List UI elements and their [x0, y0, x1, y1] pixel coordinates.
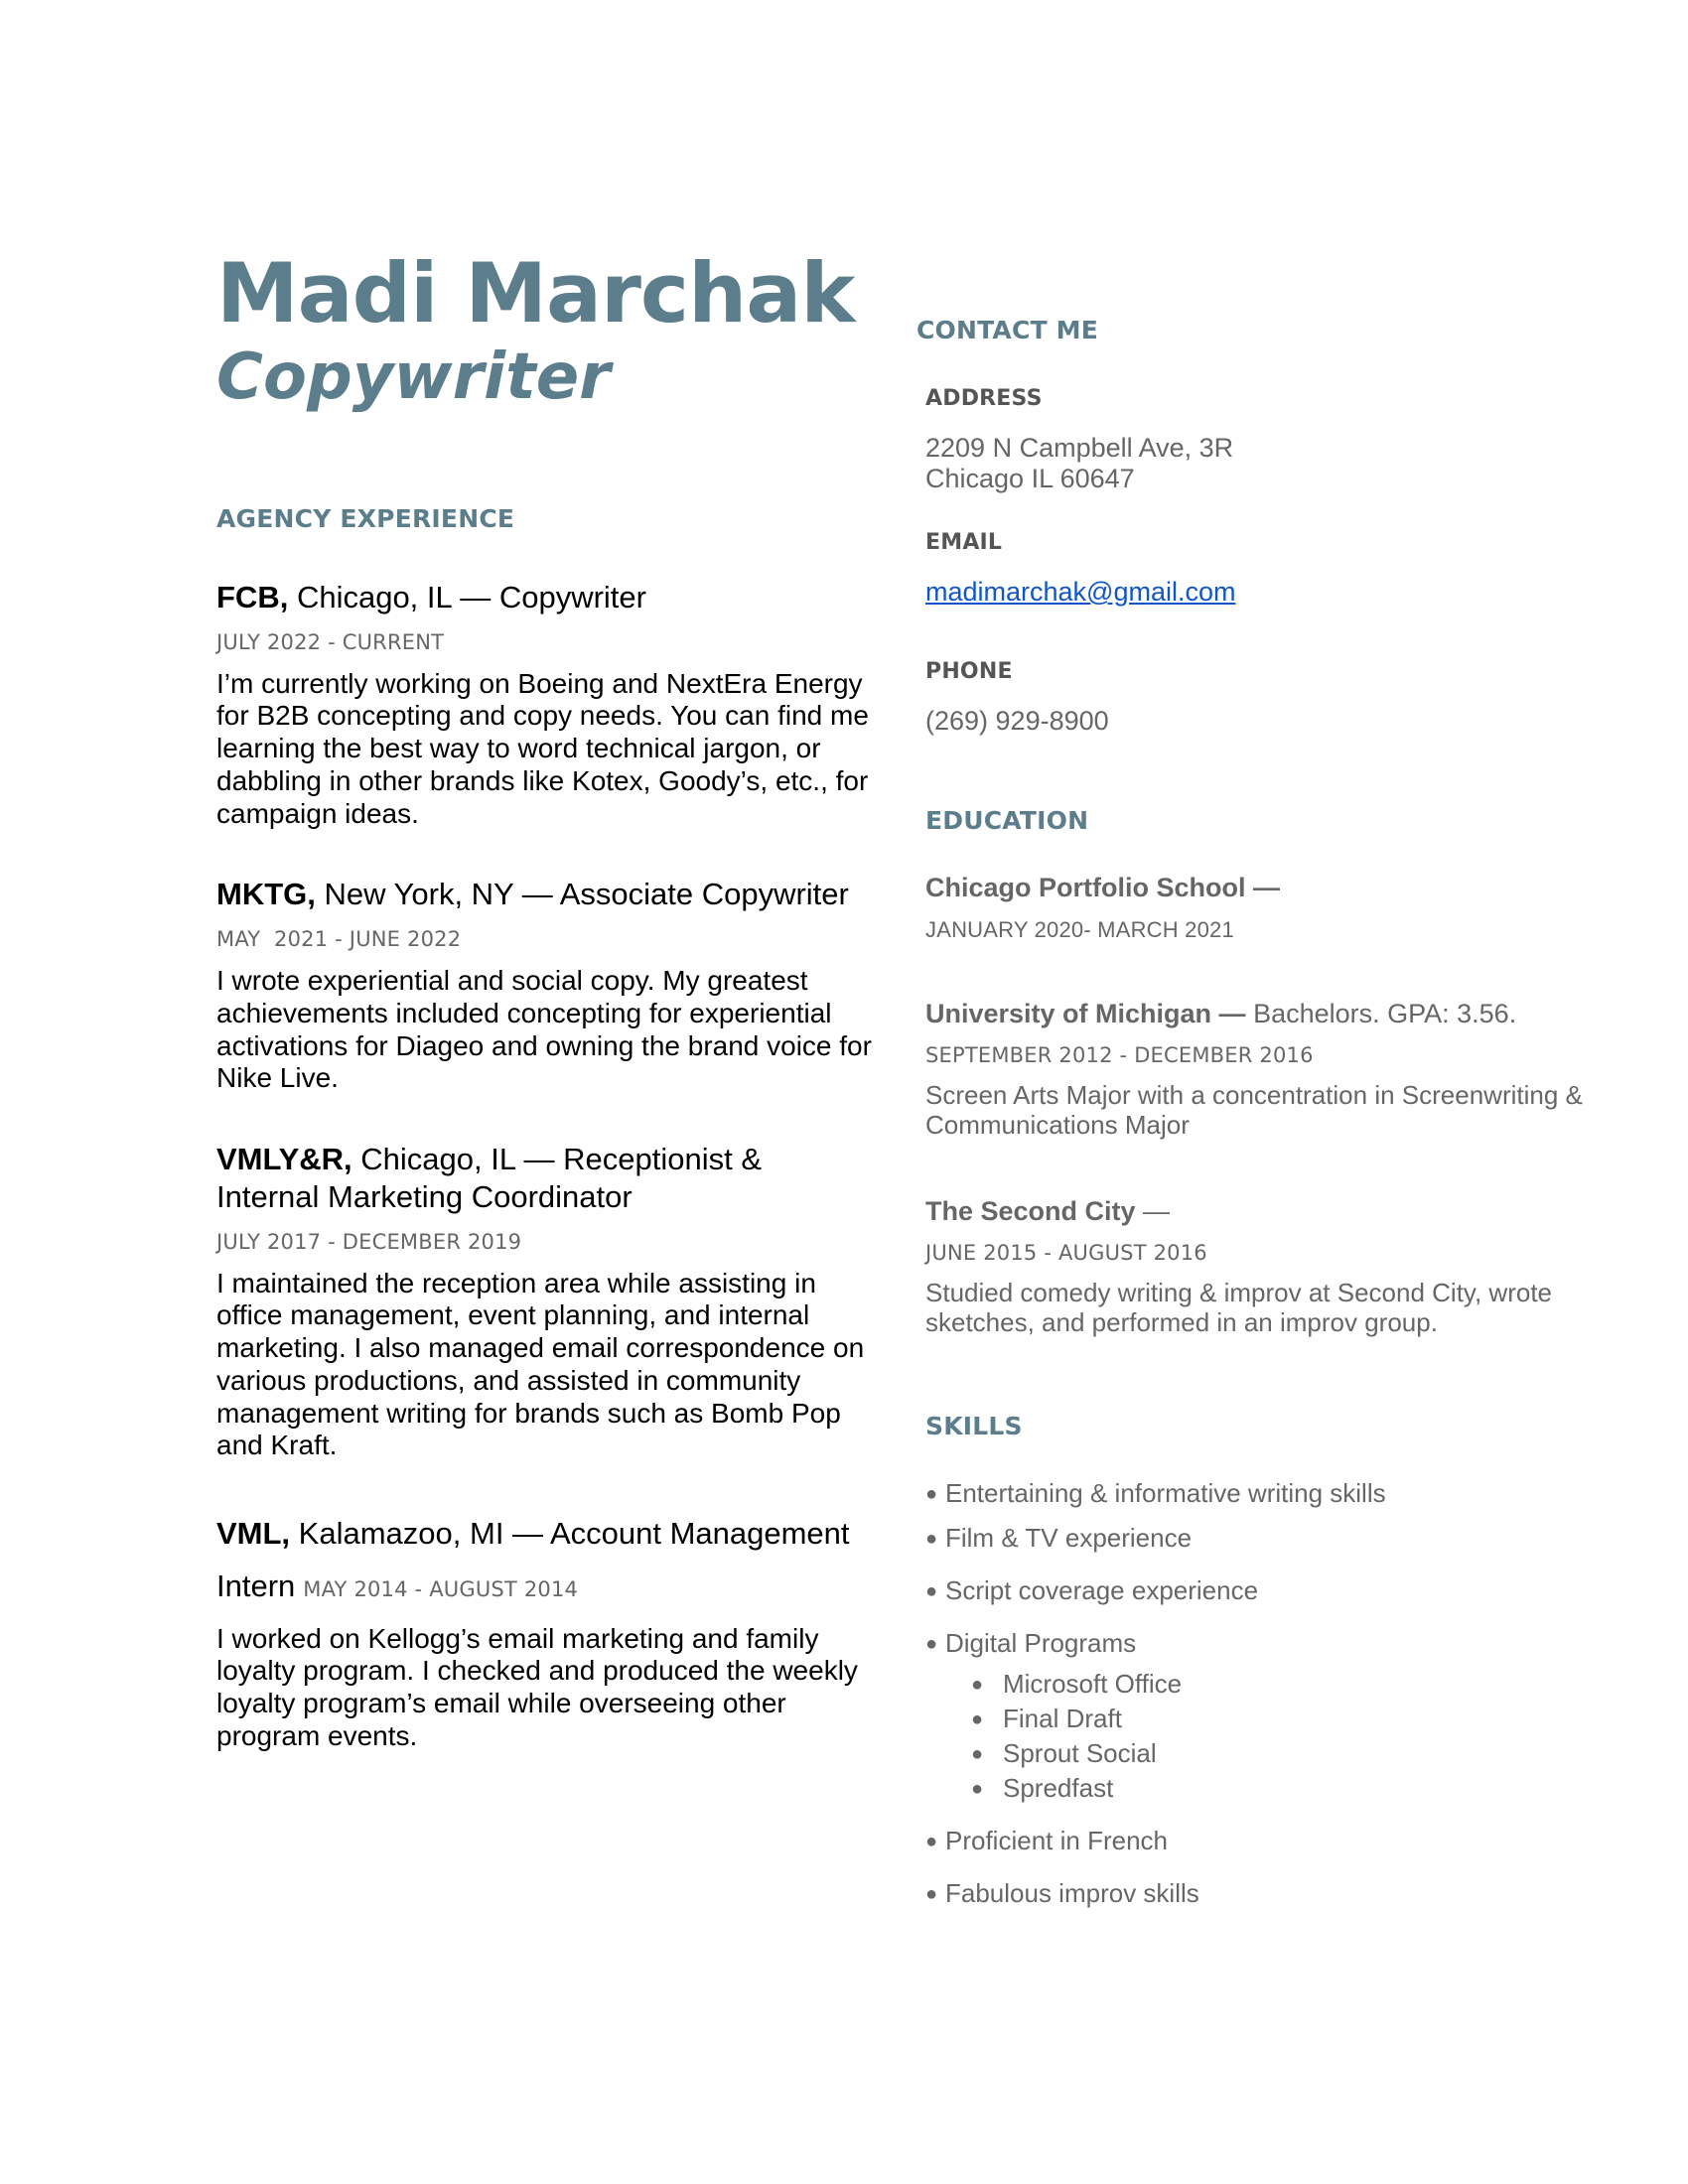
job-description: I maintained the reception area while assisting in office management, event planning, and internal marketing. I also managed email correspondence on various productions, and assisted in community management writing for brands such as Bomb Pop and Kraft.	[216, 1267, 865, 1461]
contact-title: CONTACT ME	[916, 316, 1099, 344]
subskill-label: Final Draft	[1003, 1703, 1122, 1733]
email-value	[925, 577, 1601, 608]
bullet-icon: ●	[925, 1882, 938, 1905]
education-date: JUNE 2015 - AUGUST 2016	[925, 1240, 1207, 1265]
job-heading	[216, 1141, 872, 1216]
job-heading	[216, 876, 872, 913]
skill-item	[925, 1826, 1601, 1856]
school-name: University of Michigan —	[925, 999, 1246, 1029]
job-org: FCB,	[216, 579, 289, 614]
bullet-icon: ●	[925, 1482, 938, 1505]
skill-label: Film & TV experience	[945, 1522, 1193, 1553]
subskill-item	[925, 1669, 1601, 1700]
bullet-icon: ●	[971, 1742, 984, 1765]
job-entry-mktg	[216, 876, 872, 1095]
school-name: The Second City	[925, 1195, 1136, 1226]
job-entry-vmlyr	[216, 1141, 872, 1462]
skills-list	[925, 1478, 1601, 1909]
bullet-icon: ●	[925, 1830, 938, 1852]
education-school	[925, 1196, 1601, 1227]
skill-label: Digital Programs	[945, 1627, 1137, 1658]
job-heading	[216, 1508, 872, 1612]
bullet-icon: ●	[925, 1579, 938, 1602]
education-item-umich	[925, 999, 1601, 1141]
education-school	[925, 873, 1601, 903]
job-org: MKTG,	[216, 877, 316, 912]
education-date: JANUARY 2020- MARCH 2021	[925, 917, 1234, 943]
education-date: SEPTEMBER 2012 - DECEMBER 2016	[925, 1043, 1314, 1068]
email-link[interactable]: madimarchak@gmail.com	[925, 577, 1236, 608]
education-item-cps	[925, 873, 1601, 943]
skill-label: Entertaining & informative writing skills	[945, 1477, 1386, 1508]
subskill-item	[925, 1704, 1601, 1734]
skill-item	[925, 1878, 1601, 1909]
job-description: I’m currently working on Boeing and NextEra Energy for B2B concepting and copy needs. You can find me learning the best way to word technical jargon, or dabbling in other brands like Kotex, Goody’s, etc., for campaign ideas.	[216, 667, 869, 829]
education-title: EDUCATION	[925, 806, 1089, 836]
bullet-icon: ●	[925, 1632, 938, 1655]
subskill-label: Spredfast	[1003, 1772, 1114, 1803]
job-date: JULY 2022 - CURRENT	[216, 629, 445, 654]
job-date: MAY 2014 - AUGUST 2014	[303, 1576, 579, 1601]
job-description: I wrote experiential and social copy. My greatest achievements included concepting for experiential activations for Diageo and owning the brand voice for Nike Live.	[216, 965, 872, 1094]
skill-item	[925, 1523, 1601, 1554]
job-detail: Kalamazoo, MI — Account Management Intern	[216, 1516, 850, 1603]
job-date: JULY 2017 - DECEMBER 2019	[216, 1229, 522, 1254]
bullet-icon: ●	[971, 1777, 984, 1800]
phone-value: (269) 929-8900	[925, 706, 1109, 737]
phone-label: PHONE	[925, 659, 1013, 685]
job-entry-fcb	[216, 579, 872, 831]
education-description: Screen Arts Major with a concentration in Screenwriting & Communications Major	[925, 1080, 1583, 1141]
job-org: VMLY&R,	[216, 1142, 352, 1177]
education-item-second-city	[925, 1196, 1601, 1338]
subskills-list	[925, 1669, 1601, 1804]
address-label: ADDRESS	[925, 386, 1043, 411]
job-detail: New York, NY — Associate Copywriter	[315, 877, 849, 912]
address-value	[925, 433, 1601, 494]
job-org: VML,	[216, 1516, 291, 1552]
left-column	[216, 245, 872, 1753]
school-extra: —	[1135, 1195, 1171, 1226]
subskill-label: Sprout Social	[1003, 1737, 1157, 1768]
skill-item	[925, 1628, 1601, 1804]
job-date: MAY 2021 - JUNE 2022	[216, 927, 462, 952]
skill-label: Script coverage experience	[945, 1574, 1259, 1605]
job-detail: Chicago, IL — Receptionist & Internal Marketing Coordinator	[216, 1142, 763, 1214]
skill-label: Proficient in French	[945, 1825, 1168, 1855]
email-label: EMAIL	[925, 530, 1003, 556]
address-line-2: Chicago IL 60647	[925, 464, 1135, 494]
education-school	[925, 999, 1601, 1029]
role-heading: Copywriter	[216, 341, 611, 415]
school-name: Chicago Portfolio School —	[925, 873, 1280, 903]
name-heading: Madi Marchak	[216, 245, 855, 341]
job-entry-vml	[216, 1508, 872, 1752]
skill-item	[925, 1478, 1601, 1509]
school-extra: Bachelors. GPA: 3.56.	[1245, 999, 1517, 1029]
bullet-icon: ●	[925, 1527, 938, 1550]
experience-title: AGENCY EXPERIENCE	[216, 503, 515, 533]
right-column	[916, 316, 1601, 1923]
subskill-label: Microsoft Office	[1003, 1668, 1183, 1699]
skills-title: SKILLS	[925, 1411, 1023, 1440]
job-detail: Chicago, IL — Copywriter	[288, 579, 646, 614]
skill-label: Fabulous improv skills	[945, 1877, 1199, 1908]
subskill-item	[925, 1773, 1601, 1804]
job-heading	[216, 579, 872, 616]
bullet-icon: ●	[971, 1673, 984, 1696]
education-description: Studied comedy writing & improv at Second City, wrote sketches, and performed in an improv group.	[925, 1277, 1553, 1337]
skill-item	[925, 1575, 1601, 1606]
subskill-item	[925, 1738, 1601, 1769]
job-description: I worked on Kellogg’s email marketing and family loyalty program. I checked and produced the weekly loyalty program’s email while overseeing other program events.	[216, 1622, 858, 1751]
bullet-icon: ●	[971, 1707, 984, 1730]
address-line-1: 2209 N Campbell Ave, 3R	[925, 433, 1234, 463]
